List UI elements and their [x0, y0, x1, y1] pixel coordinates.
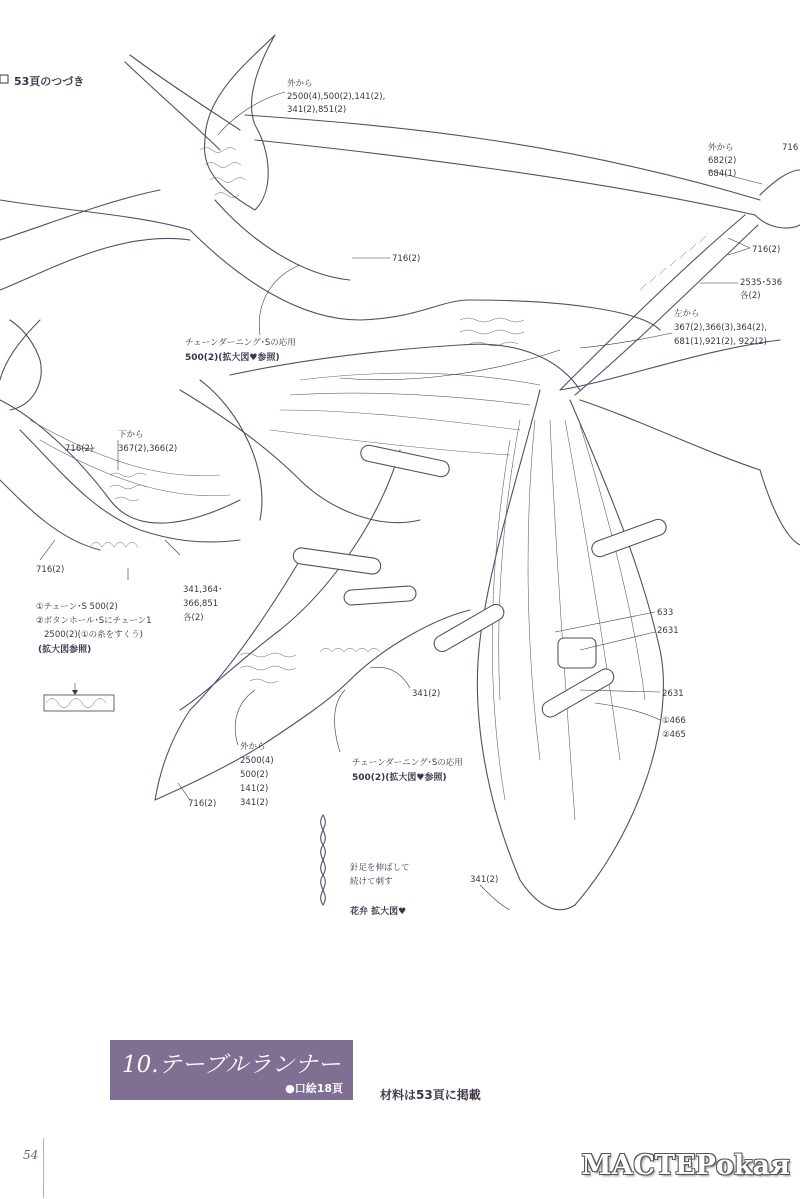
c716-b: 716(2): [752, 245, 781, 255]
darning1-line2: 500(2)(拡大図♥参照): [185, 353, 280, 363]
stitch-note-line2: 続けて刺す: [350, 877, 393, 887]
materials-note: 材料は53頁に掲載: [380, 1088, 481, 1102]
group-line2: 366,851: [183, 599, 219, 609]
c716-d: 716(2): [36, 565, 65, 575]
under-head: 下から: [118, 430, 144, 440]
outer3-head: 外から: [240, 742, 266, 752]
stitch-note-line1: 針足を伸ばして: [350, 863, 410, 873]
chain-line4: (拡大図参照): [38, 645, 92, 655]
stem-head: 2535･536: [740, 278, 783, 288]
section-title-box: [110, 1040, 353, 1100]
left-head: 左から: [674, 309, 700, 319]
annotations: [36, 78, 798, 917]
outer2-line2: 684(1): [708, 169, 737, 179]
c716-e: 716(2): [188, 799, 217, 809]
chain-line2: ②ボタンホール･Sにチェーン1: [36, 616, 152, 626]
group-line3: 各(2): [183, 613, 204, 623]
section-title: 10.テーブルランナー: [122, 1052, 341, 1078]
outer1-line1: 2500(4),500(2),141(2),: [287, 92, 386, 102]
group-line1: 341,364･: [183, 585, 223, 595]
n2631b: 2631: [662, 689, 684, 699]
petal-detail-chain: [321, 815, 326, 905]
outer2-head: 外から: [708, 143, 734, 153]
watermark-logo: МАСТЕРоkaя: [581, 1150, 790, 1181]
darning1-line1: チェーンダーニング･Sの応用: [185, 338, 296, 348]
chain-line1: ①チェーン･S 500(2): [36, 602, 118, 612]
page-divider: [43, 1138, 44, 1198]
n465: ②465: [662, 730, 686, 740]
continuation-label: 53頁のつづき: [14, 75, 85, 88]
left-line1: 367(2),366(3),364(2),: [674, 323, 767, 333]
c716-c: 716(2): [65, 444, 94, 454]
outer1-line2: 341(2),851(2): [287, 105, 347, 115]
under-line1: 367(2),366(2): [118, 444, 178, 454]
darning2-line2: 500(2)(拡大図♥参照): [352, 773, 447, 783]
stamen-5: [590, 517, 669, 559]
c716-a: 716(2): [392, 254, 421, 264]
stamen-6: [539, 666, 616, 720]
n2631a: 2631: [657, 626, 679, 636]
n341b: 341(2): [470, 875, 499, 885]
n466: ①466: [662, 716, 686, 726]
frontispiece-ref: ●口絵18頁: [285, 1082, 343, 1095]
outer3-line1: 2500(4): [240, 756, 274, 766]
stamen-3: [344, 586, 417, 606]
outer1-head: 外から: [287, 79, 313, 89]
n633: 633: [657, 608, 674, 618]
outer3-line4: 341(2): [240, 798, 269, 808]
page-number: 54: [23, 1148, 39, 1162]
top-right-716: 716: [782, 143, 799, 153]
stem-each: 各(2): [740, 291, 761, 301]
outer2-line1: 682(2): [708, 156, 737, 166]
chain-line3: 2500(2)(①の糸をすくう): [44, 630, 143, 640]
stamen-4: [431, 602, 507, 655]
leader-lines: [40, 92, 762, 910]
outer3-line3: 141(2): [240, 784, 269, 794]
outer3-line2: 500(2): [240, 770, 269, 780]
darning2-line1: チェーンダーニング･Sの応用: [352, 758, 463, 768]
left-line2: 681(1),921(2), 922(2): [674, 337, 767, 347]
header-square-icon: [0, 75, 8, 83]
petal-detail-label: 花弁 拡大図♥: [350, 907, 407, 917]
stamen-7: [558, 638, 596, 668]
n341: 341(2): [412, 689, 441, 699]
chain-stitch-swatch: [44, 695, 114, 711]
